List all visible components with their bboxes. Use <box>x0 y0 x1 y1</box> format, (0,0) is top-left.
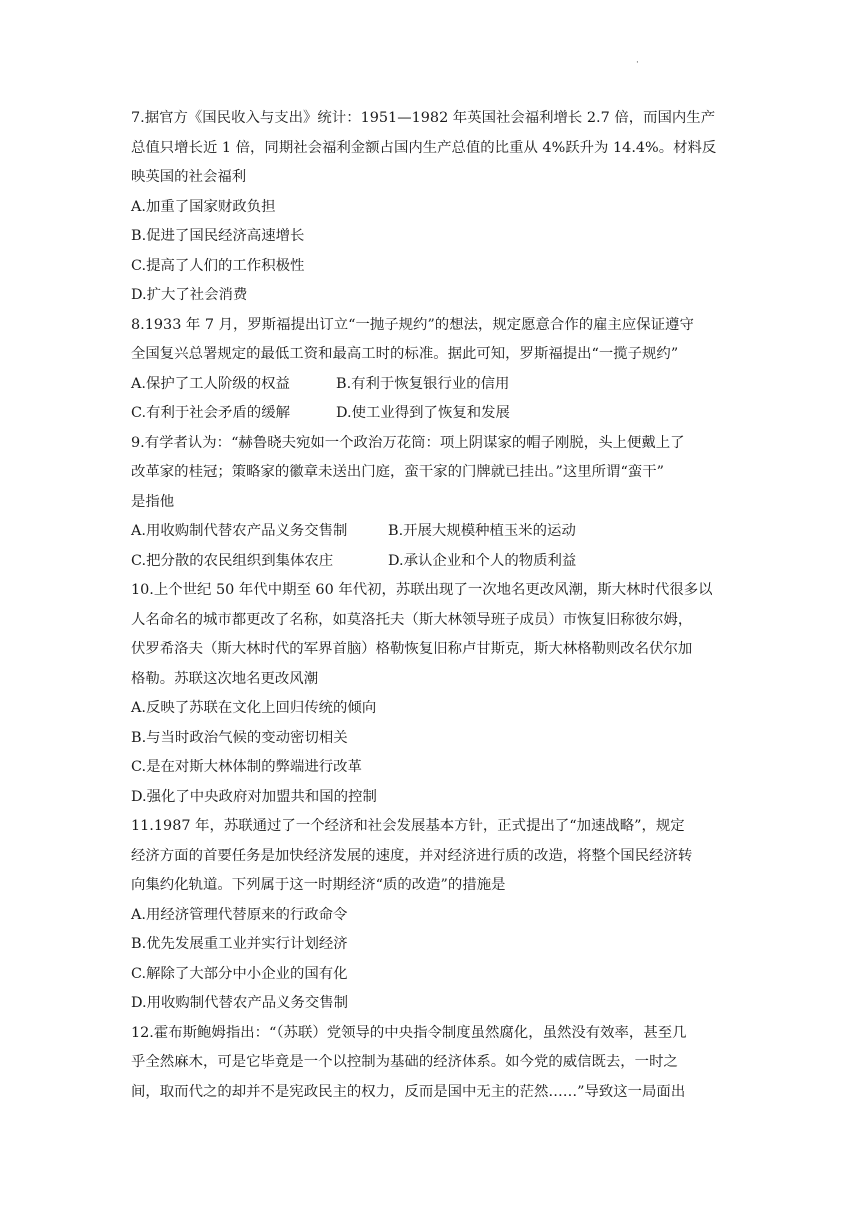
question-9-stem-line-3: 是指他 <box>131 493 175 510</box>
question-9-stem-line-1: 9.有学者认为：“赫鲁晓夫宛如一个政治万花筒：项上阴谋家的帽子刚脱，头上便戴上了 <box>131 434 685 451</box>
question-11-stem-line-3: 向集约化轨道。下列属于这一时期经济“质的改造”的措施是 <box>131 877 506 893</box>
question-7-stem-line-2: 总值只增长近 1 倍，同期社会福利金额占国内生产总值的比重从 4%跃升为 14.4%。材料反 <box>131 139 717 156</box>
question-9-option-d: D.承认企业和个人的物质利益 <box>388 552 577 569</box>
question-10-stem-line-3: 伏罗希洛夫（斯大林时代的军界首脑）格勒恢复旧称卢甘斯克，斯大林格勒则改名伏尔加 <box>131 641 693 657</box>
question-10 <box>131 576 735 812</box>
question-8-options-row-2 <box>131 399 735 429</box>
question-7-option-d: D.扩大了社会消费 <box>131 287 248 303</box>
question-11-option-b: B.优先发展重工业并实行计划经济 <box>131 936 348 952</box>
question-7-stem-line-1: 7.据官方《国民收入与支出》统计：1951—1982 年英国社会福利增长 2.7 倍，而国内生产 <box>131 110 716 126</box>
question-7-stem-line-3: 映英国的社会福利 <box>131 169 247 185</box>
question-12 <box>131 1019 735 1108</box>
question-8-option-d: D.使工业得到了恢复和发展 <box>336 405 510 421</box>
question-10-stem-line-4: 格勒。苏联这次地名更改风潮 <box>131 670 319 687</box>
question-11-option-d: D.用收购制代替农产品义务交售制 <box>131 995 349 1011</box>
question-7-option-a: A.加重了国家财政负担 <box>131 198 276 215</box>
question-list <box>131 104 735 1107</box>
question-9-option-a: A.用收购制代替农产品义务交售制 <box>131 523 348 539</box>
question-12-stem-line-2: 乎全然麻木，可是它毕竟是一个以控制为基础的经济体系。如今党的威信既去，一时之 <box>131 1054 678 1070</box>
question-9-options-row-1 <box>131 517 735 547</box>
question-10-option-b: B.与当时政治气候的变动密切相关 <box>131 729 348 746</box>
question-10-option-c: C.是在对斯大林体制的弊端进行改革 <box>131 759 362 775</box>
page-mark: · <box>636 58 639 68</box>
question-11-stem-line-2: 经济方面的首要任务是加快经济发展的速度，并对经济进行质的改造，将整个国民经济转 <box>131 847 693 864</box>
question-9 <box>131 429 735 577</box>
question-10-option-a: A.反映了苏联在文化上回归传统的倾向 <box>131 700 377 716</box>
question-11-option-a: A.用经济管理代替原来的行政命令 <box>131 906 348 923</box>
question-12-stem-line-1: 12.霍布斯鲍姆指出：“（苏联）党领导的中央指令制度虽然腐化，虽然没有效率，甚至几 <box>131 1024 687 1041</box>
question-9-option-b: B.开展大规模种植玉米的运动 <box>388 523 576 539</box>
question-11 <box>131 812 735 1019</box>
question-11-option-c: C.解除了大部分中小企业的国有化 <box>131 965 348 982</box>
question-9-options-row-2 <box>131 547 735 577</box>
question-12-stem-line-3: 间，取而代之的却并不是宪政民主的权力，反而是国中无主的茫然……”导致这一局面出 <box>131 1083 686 1100</box>
question-10-stem-line-1: 10.上个世纪 50 年代中期至 60 年代初，苏联出现了一次地名更改风潮，斯大林时代很多以 <box>131 582 713 598</box>
question-8 <box>131 311 735 429</box>
question-8-option-c: C.有利于社会矛盾的缓解 <box>131 405 290 421</box>
question-8-option-a: A.保护了工人阶级的权益 <box>131 375 290 392</box>
question-9-option-c: C.把分散的农民组织到集体农庄 <box>131 552 334 569</box>
question-7-option-b: B.促进了国民经济高速增长 <box>131 228 305 244</box>
question-10-stem-line-2: 人名命名的城市都更改了名称，如莫洛托夫（斯大林领导班子成员）市恢复旧称彼尔姆， <box>131 611 693 628</box>
question-10-option-d: D.强化了中央政府对加盟共和国的控制 <box>131 788 377 805</box>
question-7 <box>131 104 735 311</box>
question-8-option-b: B.有利于恢复银行业的信用 <box>336 375 510 392</box>
question-8-stem-line-2: 全国复兴总署规定的最低工资和最高工时的标准。据此可知，罗斯福提出“一揽子规约” <box>131 346 679 362</box>
question-8-options-row-1 <box>131 370 735 400</box>
question-7-option-c: C.提高了人们的工作积极性 <box>131 257 305 274</box>
question-8-stem-line-1: 8.1933 年 7 月，罗斯福提出订立“一抛子规约”的想法，规定愿意合作的雇主应保证遵守 <box>131 316 694 333</box>
question-9-stem-line-2: 改革家的桂冠；策略家的徽章未送出门庭，蛮干家的门牌就已挂出。”这里所谓“蛮干” <box>131 464 664 480</box>
question-11-stem-line-1: 11.1987 年，苏联通过了一个经济和社会发展基本方针，正式提出了“加速战略”，规定 <box>131 818 685 834</box>
